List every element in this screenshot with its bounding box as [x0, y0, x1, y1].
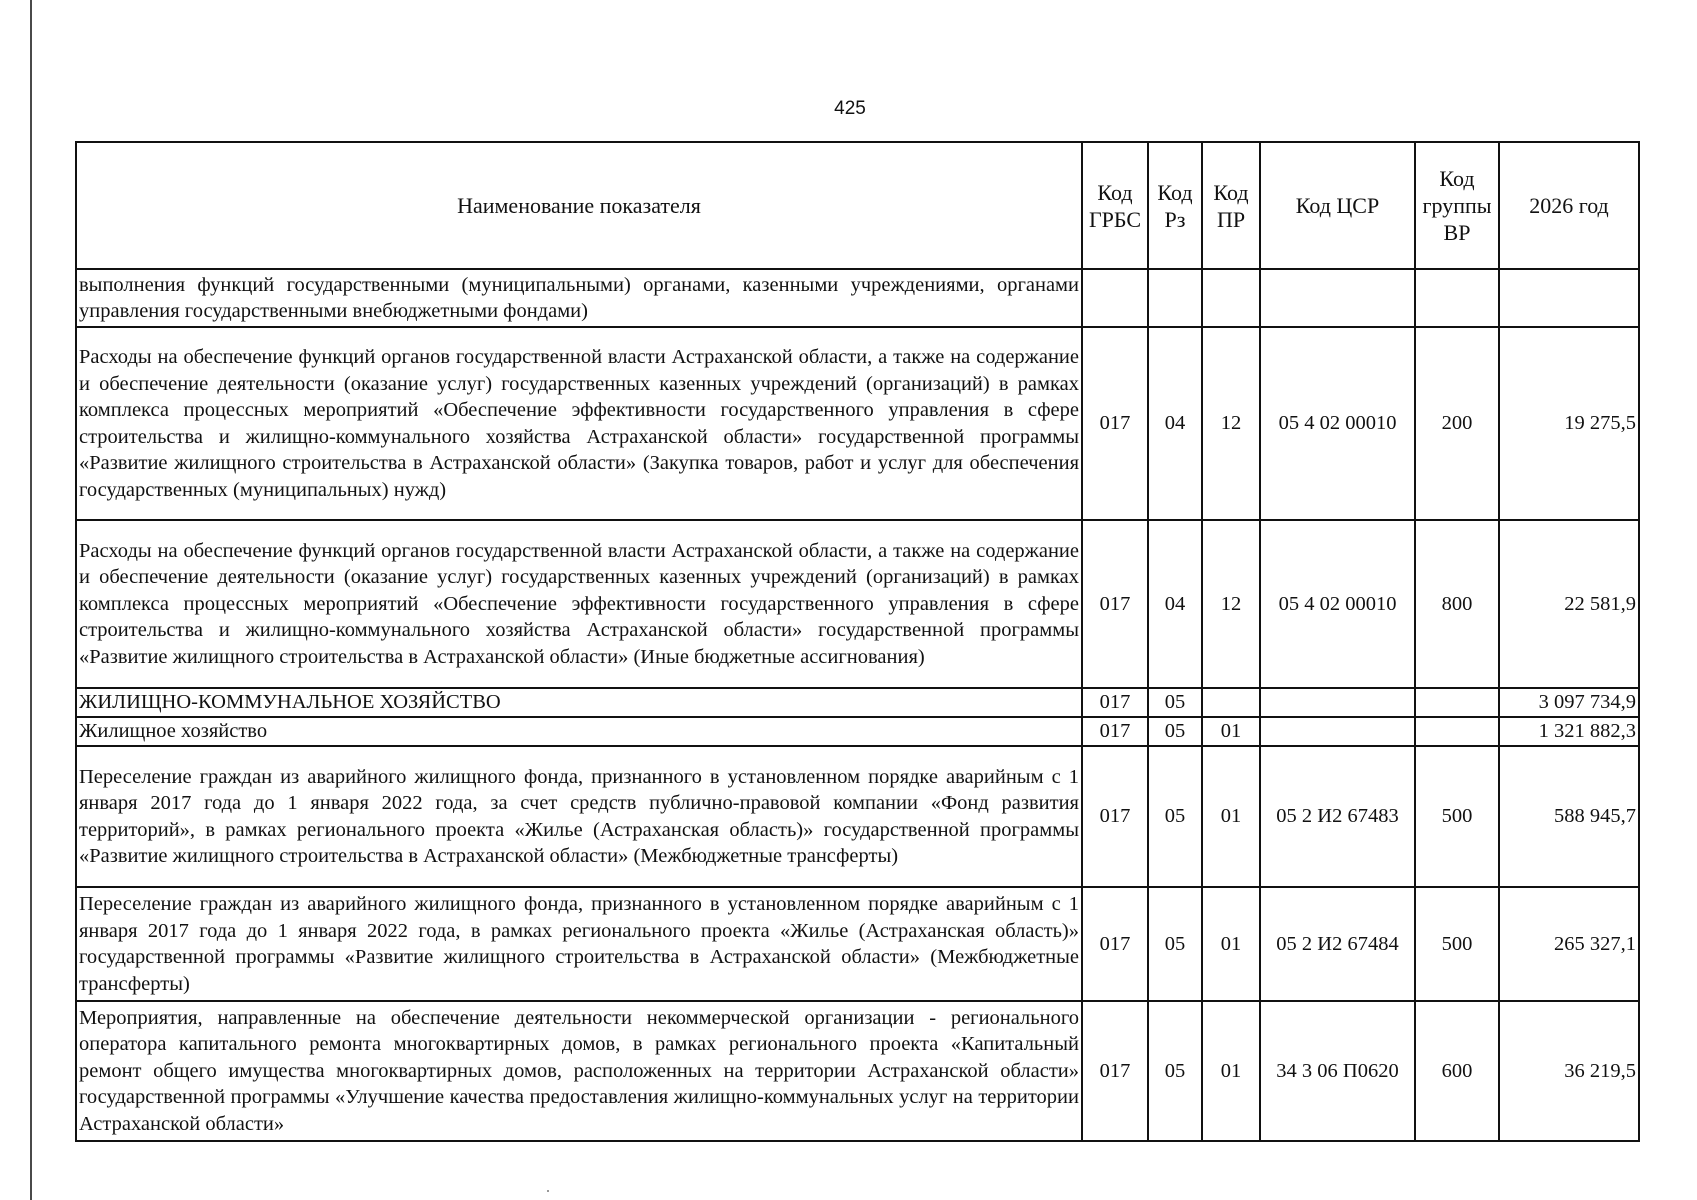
cell-name: выполнения функций государственными (муниципальными) органами, казенными учреждениями, органами управления государственными внебюджетными фондами) — [76, 269, 1082, 327]
cell-rz: 05 — [1148, 746, 1202, 887]
cell-year: 36 219,5 — [1499, 1001, 1639, 1141]
cell-vr — [1415, 688, 1499, 717]
cell-name: Переселение граждан из аварийного жилищного фонда, признанного в установленном порядке аварийным с 1 января 2017 года до 1 января 2022 года, в рамках регионального проекта «Жилье (Астраханская область)» государственной программы «Развитие жилищного строительства в Астраханской области» (Межбюджетные трансферты) — [76, 887, 1082, 1001]
cell-name: Мероприятия, направленные на обеспечение деятельности некоммерческой организации - регионального оператора капитального ремонта многоквартирных домов, в рамках регионального проекта «Капитальный ремонт общего имущества многоквартирных домов, расположенных на территории Астраханской области» государственной программы «Улучшение качества предоставления жилищно-коммунальных услуг на территории Астраханской области» — [76, 1001, 1082, 1141]
cell-name: Расходы на обеспечение функций органов государственной власти Астраханской области, а также на содержание и обеспечение деятельности (оказание услуг) государственных казенных учреждений (организаций) в рамках комплекса процессных мероприятий «Обеспечение эффективности государственного управления в сфере строительства и жилищно-коммунального хозяйства Астраханской области» государственной программы «Развитие жилищного строительства в Астраханской области» (Иные бюджетные ассигнования) — [76, 520, 1082, 688]
cell-pr — [1202, 269, 1260, 327]
cell-year: 265 327,1 — [1499, 887, 1639, 1001]
cell-vr — [1415, 269, 1499, 327]
table-row — [76, 327, 1639, 520]
cell-rz — [1148, 269, 1202, 327]
cell-rz: 05 — [1148, 887, 1202, 1001]
cell-csr: 05 4 02 00010 — [1260, 327, 1415, 520]
cell-vr: 500 — [1415, 746, 1499, 887]
cell-year: 1 321 882,3 — [1499, 717, 1639, 746]
scan-edge-line — [30, 0, 32, 1200]
table-row — [76, 688, 1639, 717]
cell-grbs: 017 — [1082, 717, 1148, 746]
cell-pr: 01 — [1202, 1001, 1260, 1141]
cell-vr — [1415, 717, 1499, 746]
cell-year: 19 275,5 — [1499, 327, 1639, 520]
table-row — [76, 1001, 1639, 1141]
header-grbs: Код ГРБС — [1082, 142, 1148, 269]
cell-grbs: 017 — [1082, 887, 1148, 1001]
cell-pr: 01 — [1202, 887, 1260, 1001]
cell-rz: 05 — [1148, 688, 1202, 717]
cell-grbs: 017 — [1082, 327, 1148, 520]
cell-name: Переселение граждан из аварийного жилищного фонда, признанного в установленном порядке аварийным с 1 января 2017 года до 1 января 2022 года, за счет средств публично-правовой компании «Фонд развития территорий», в рамках регионального проекта «Жилье (Астраханская область)» государственной программы «Развитие жилищного строительства в Астраханской области» (Межбюджетные трансферты) — [76, 746, 1082, 887]
cell-csr: 05 2 И2 67484 — [1260, 887, 1415, 1001]
cell-csr: 05 2 И2 67483 — [1260, 746, 1415, 887]
cell-pr: 01 — [1202, 717, 1260, 746]
table-row — [76, 269, 1639, 327]
header-vr: Код группы ВР — [1415, 142, 1499, 269]
cell-vr: 800 — [1415, 520, 1499, 688]
header-year: 2026 год — [1499, 142, 1639, 269]
cell-year: 22 581,9 — [1499, 520, 1639, 688]
cell-csr — [1260, 717, 1415, 746]
scan-speck — [547, 1190, 549, 1192]
header-rz: Код Рз — [1148, 142, 1202, 269]
cell-rz: 04 — [1148, 520, 1202, 688]
cell-grbs: 017 — [1082, 746, 1148, 887]
cell-pr: 01 — [1202, 746, 1260, 887]
header-name: Наименование показателя — [76, 142, 1082, 269]
cell-pr — [1202, 688, 1260, 717]
cell-csr — [1260, 688, 1415, 717]
cell-pr: 12 — [1202, 520, 1260, 688]
cell-csr: 05 4 02 00010 — [1260, 520, 1415, 688]
cell-year: 588 945,7 — [1499, 746, 1639, 887]
cell-grbs: 017 — [1082, 520, 1148, 688]
cell-name: ЖИЛИЩНО-КОММУНАЛЬНОЕ ХОЗЯЙСТВО — [76, 688, 1082, 717]
cell-vr: 500 — [1415, 887, 1499, 1001]
table-row — [76, 520, 1639, 688]
table-row — [76, 717, 1639, 746]
table-row — [76, 887, 1639, 1001]
cell-vr: 200 — [1415, 327, 1499, 520]
cell-grbs — [1082, 269, 1148, 327]
cell-year — [1499, 269, 1639, 327]
cell-pr: 12 — [1202, 327, 1260, 520]
cell-rz: 04 — [1148, 327, 1202, 520]
header-pr: Код ПР — [1202, 142, 1260, 269]
cell-csr: 34 3 06 П0620 — [1260, 1001, 1415, 1141]
cell-name: Жилищное хозяйство — [76, 717, 1082, 746]
cell-vr: 600 — [1415, 1001, 1499, 1141]
table-row — [76, 746, 1639, 887]
cell-rz: 05 — [1148, 1001, 1202, 1141]
cell-rz: 05 — [1148, 717, 1202, 746]
cell-csr — [1260, 269, 1415, 327]
cell-name: Расходы на обеспечение функций органов государственной власти Астраханской области, а также на содержание и обеспечение деятельности (оказание услуг) государственных казенных учреждений (организаций) в рамках комплекса процессных мероприятий «Обеспечение эффективности государственного управления в сфере строительства и жилищно-коммунального хозяйства Астраханской области» государственной программы «Развитие жилищного строительства в Астраханской области» (Закупка товаров, работ и услуг для обеспечения государственных (муниципальных) нужд) — [76, 327, 1082, 520]
header-csr: Код ЦСР — [1260, 142, 1415, 269]
budget-table — [75, 141, 1640, 1142]
cell-year: 3 097 734,9 — [1499, 688, 1639, 717]
page-number: 425 — [834, 98, 866, 119]
cell-grbs: 017 — [1082, 688, 1148, 717]
cell-grbs: 017 — [1082, 1001, 1148, 1141]
table-header-row — [76, 142, 1639, 269]
